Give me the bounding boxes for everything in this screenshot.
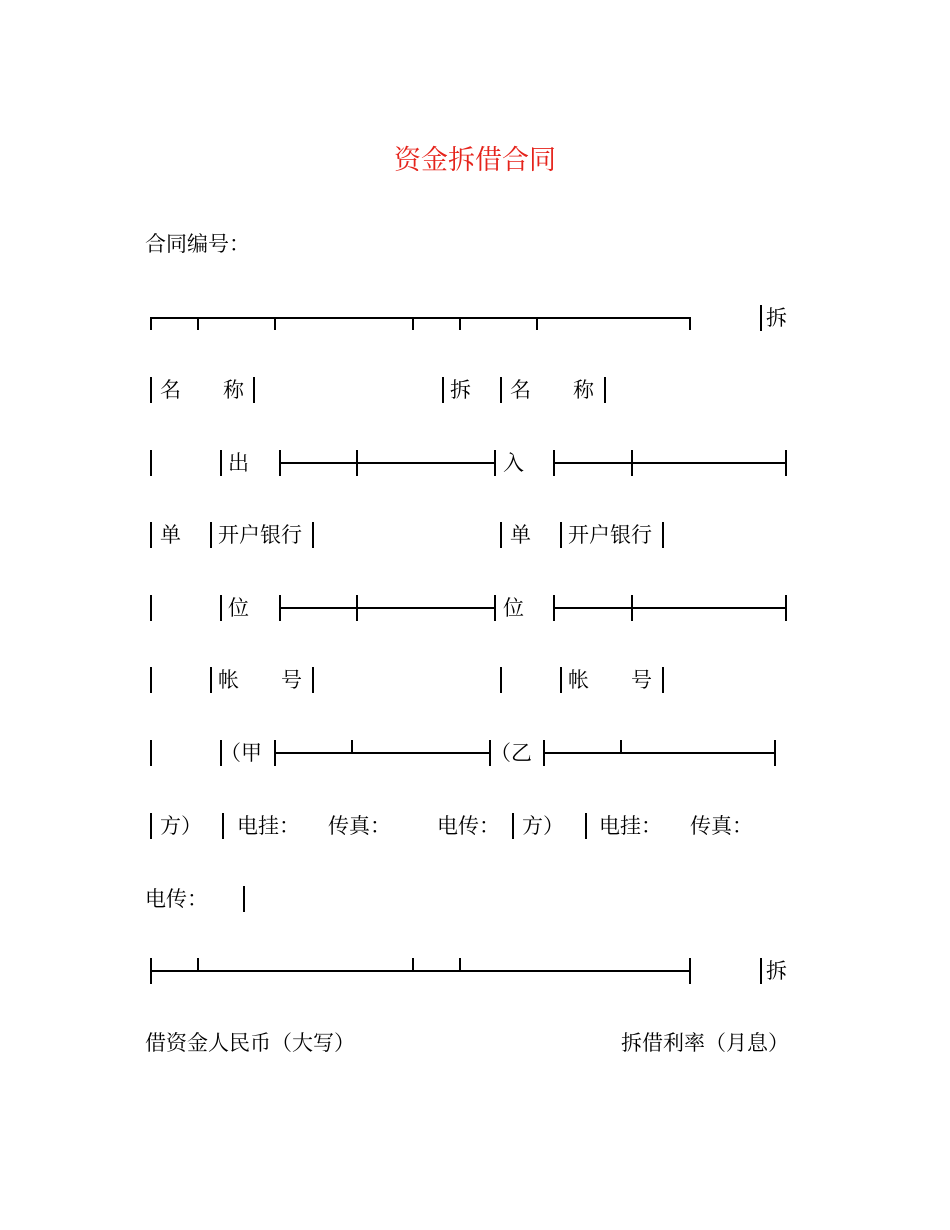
- column-bar: [774, 740, 776, 766]
- column-tick: [459, 317, 461, 330]
- party-b-side-char: 单: [510, 523, 531, 547]
- table-top-border: [150, 317, 691, 319]
- row-divider: [279, 462, 496, 464]
- party-a-tel-label: 电挂：: [237, 814, 300, 838]
- party-b-side-chars: （乙: [490, 741, 532, 765]
- contract-number-label: 合同编号：: [145, 232, 250, 256]
- column-bar: [150, 595, 152, 621]
- column-bar: [785, 450, 787, 476]
- column-bar: [494, 595, 496, 621]
- party-a-telex-label: 电传：: [437, 814, 500, 838]
- column-bar: [689, 958, 691, 984]
- column-bar: [312, 522, 314, 548]
- column-tick: [274, 317, 276, 330]
- column-bar: [442, 377, 444, 403]
- row-divider: [274, 752, 491, 754]
- party-a-bank-label: 开户银行: [218, 523, 302, 547]
- column-tick: [351, 740, 353, 753]
- column-bar: [243, 886, 245, 912]
- column-tick: [197, 958, 199, 971]
- party-a-side-char: 位: [228, 596, 249, 620]
- column-bar: [220, 595, 222, 621]
- cross-tick: [631, 450, 633, 476]
- column-bar: [150, 377, 152, 403]
- column-bar: [785, 595, 787, 621]
- party-b-side-char: 位: [503, 596, 524, 620]
- column-bar: [560, 522, 562, 548]
- rate-label: 拆借利率（月息）: [621, 1031, 789, 1055]
- party-b-lend-char: 拆: [450, 378, 471, 402]
- wrap-char: 拆: [766, 306, 787, 330]
- column-bar: [500, 667, 502, 693]
- party-b-telex-label: 电传：: [145, 887, 208, 911]
- cross-tick: [356, 450, 358, 476]
- party-b-side-chars: 方）: [522, 814, 564, 838]
- column-bar: [150, 740, 152, 766]
- column-bar: [662, 522, 664, 548]
- page-title: 资金拆借合同: [394, 145, 556, 175]
- party-a-name-label: 名 称: [160, 378, 244, 402]
- column-tick: [536, 317, 538, 330]
- column-bar: [500, 522, 502, 548]
- column-bar: [222, 813, 224, 839]
- row-divider: [543, 752, 776, 754]
- column-bar: [150, 450, 152, 476]
- column-tick: [689, 317, 691, 330]
- party-b-name-label: 名 称: [510, 378, 594, 402]
- column-bar: [150, 522, 152, 548]
- table-section-border: [150, 970, 691, 972]
- column-bar: [312, 667, 314, 693]
- party-a-side-char: 单: [160, 523, 181, 547]
- row-divider: [279, 607, 496, 609]
- party-a-side-char: 出: [228, 451, 249, 475]
- column-bar: [560, 667, 562, 693]
- column-bar: [760, 958, 762, 984]
- column-tick: [412, 317, 414, 330]
- party-a-side-chars: 方）: [160, 814, 202, 838]
- party-b-side-char: 入: [503, 451, 524, 475]
- party-a-side-chars: （甲: [220, 741, 262, 765]
- column-bar: [760, 305, 762, 331]
- column-bar: [604, 377, 606, 403]
- party-a-fax-label: 传真：: [328, 814, 391, 838]
- column-bar: [210, 667, 212, 693]
- column-bar: [662, 667, 664, 693]
- party-b-fax-label: 传真：: [690, 814, 753, 838]
- column-tick: [412, 958, 414, 971]
- row-divider: [553, 607, 787, 609]
- cross-tick: [356, 595, 358, 621]
- row-divider: [553, 462, 787, 464]
- column-bar: [220, 450, 222, 476]
- column-bar: [210, 522, 212, 548]
- column-bar: [494, 450, 496, 476]
- cross-tick: [631, 595, 633, 621]
- party-b-account-label: 帐 号: [568, 668, 652, 692]
- party-b-bank-label: 开户银行: [568, 523, 652, 547]
- wrap-char: 拆: [766, 959, 787, 983]
- column-bar: [585, 813, 587, 839]
- column-bar: [512, 813, 514, 839]
- party-a-account-label: 帐 号: [218, 668, 302, 692]
- column-bar: [150, 813, 152, 839]
- column-tick: [459, 958, 461, 971]
- column-tick: [620, 740, 622, 753]
- column-tick: [150, 317, 152, 330]
- column-bar: [500, 377, 502, 403]
- column-bar: [253, 377, 255, 403]
- amount-label: 借资金人民币（大写）: [145, 1031, 355, 1055]
- column-bar: [150, 667, 152, 693]
- party-b-tel-label: 电挂：: [599, 814, 662, 838]
- column-tick: [197, 317, 199, 330]
